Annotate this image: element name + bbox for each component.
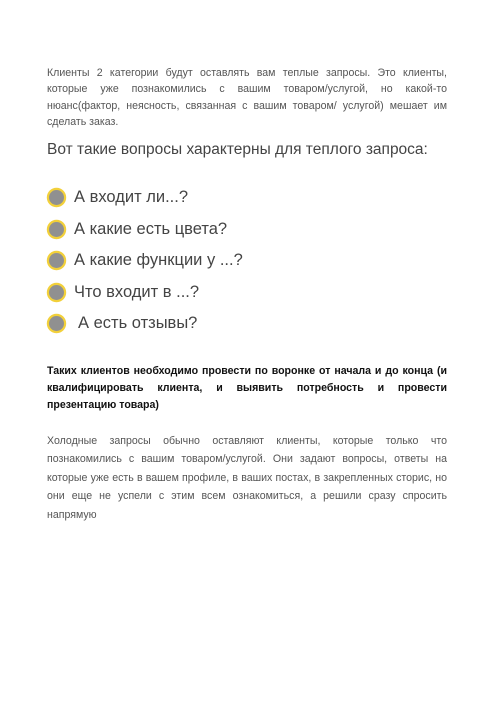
question-text: Что входит в ...? — [74, 282, 200, 301]
question-text: А какие функции у ...? — [74, 251, 243, 270]
warm-questions-list — [47, 182, 447, 340]
bullet-dot-icon — [49, 253, 64, 268]
list-item — [47, 245, 447, 277]
bullet-dot-icon — [49, 190, 64, 205]
question-text: А какие есть цвета? — [74, 219, 228, 238]
warm-questions-heading: Вот такие вопросы характерны для теплого запроса: — [47, 141, 428, 158]
question-text: А входит ли...? — [74, 188, 188, 207]
cold-requests-paragraph: Холодные запросы обычно оставляют клиенты, которые только что познакомились с вашим товаром/услугой. Они задают вопросы, ответы на которые уже есть в вашем профиле, в ваших постах, в закрепленных сторис, но они еще не успели с этим всем ознакомиться, а решили сразу спросить напрямую — [47, 434, 447, 521]
list-item — [47, 214, 447, 246]
question-text: А есть отзывы? — [78, 314, 198, 333]
bullet-dot-icon — [49, 222, 64, 237]
bullet-dot-icon — [49, 316, 64, 331]
bullet-dot-icon — [49, 285, 64, 300]
intro-paragraph: Клиенты 2 категории будут оставлять вам теплые запросы. Это клиенты, которые уже познакомились с вашим товаром/услугой, но какой-то нюанс(фактор, неясность, связанная с вашим товаром/ услугой) мешает им сделать заказ. — [47, 66, 447, 129]
funnel-note-paragraph: Таких клиентов необходимо провести по воронке от начала и до конца (и квалифицировать клиента, и выявить потребность и провести презентацию товара) — [47, 364, 447, 411]
list-item — [47, 182, 447, 214]
list-item — [47, 277, 447, 309]
list-item — [47, 308, 447, 340]
